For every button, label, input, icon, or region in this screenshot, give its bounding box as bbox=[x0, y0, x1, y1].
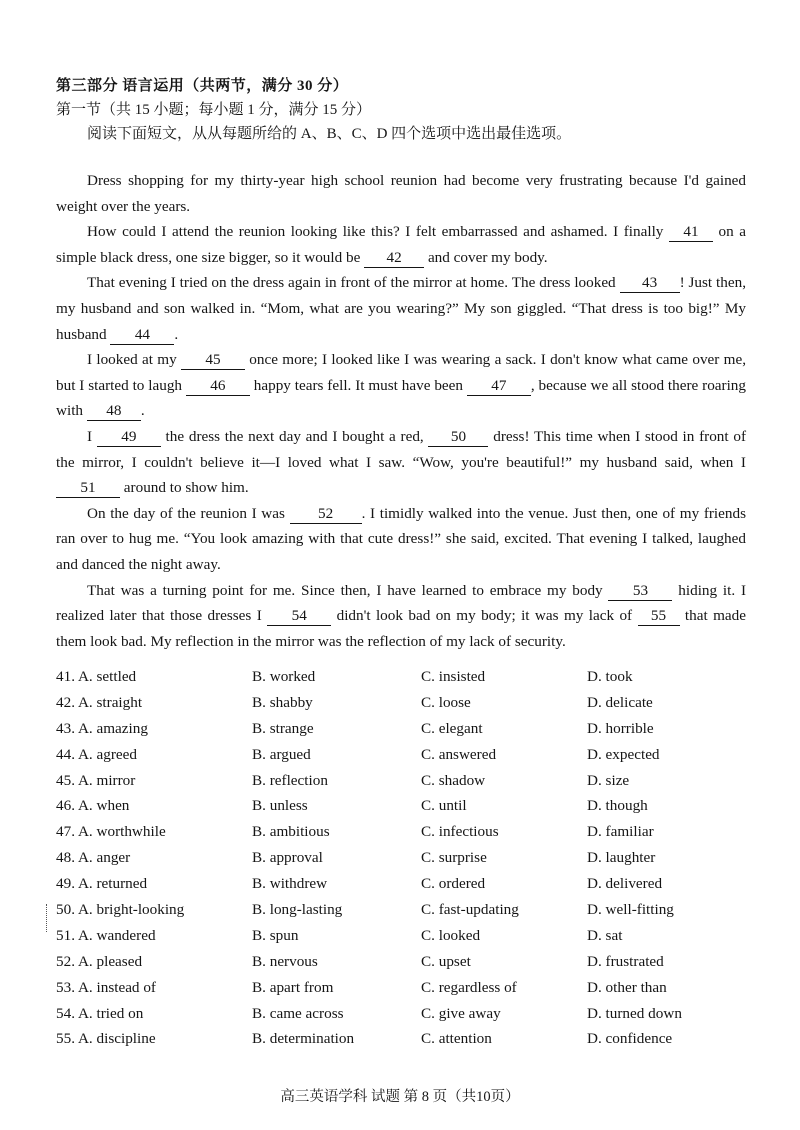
option-d: D. laughter bbox=[587, 849, 656, 867]
paragraph-text: I looked at my bbox=[87, 351, 181, 369]
option-b: B. came across bbox=[252, 1004, 344, 1022]
paragraph-text: hiding it. I realized later that those dresses I bbox=[56, 581, 747, 625]
option-d: D. sat bbox=[587, 926, 623, 944]
blank-53: 53 bbox=[608, 582, 672, 601]
blank-43: 43 bbox=[620, 274, 680, 293]
blank-42: 42 bbox=[364, 249, 424, 268]
option-c: C. fast-updating bbox=[421, 901, 519, 919]
option-b: B. shabby bbox=[252, 693, 313, 711]
option-a: 48. A. anger bbox=[56, 849, 131, 867]
blank-48: 48 bbox=[87, 402, 141, 421]
paragraph-text: once more; I looked like I was wearing a sack. I don't know what came over me, but I started to laugh bbox=[56, 351, 746, 394]
paragraph-text: That evening I tried on the dress again in front of the mirror at home. The dress looked bbox=[87, 274, 620, 292]
blank-44: 44 bbox=[110, 326, 174, 345]
option-d: D. size bbox=[587, 771, 630, 789]
paragraph-text: the dress the next day and I bought a red, bbox=[160, 427, 429, 445]
option-b: B. approval bbox=[252, 849, 323, 867]
paragraph-5 bbox=[56, 424, 746, 501]
paragraph-text: didn't look bad on my body; it was my lack of bbox=[331, 607, 638, 625]
option-d: D. turned down bbox=[587, 1004, 682, 1022]
blank-50: 50 bbox=[428, 428, 488, 447]
instructions: 阅读下面短文，从从每题所给的 A、B、C、D 四个选项中选出最佳选项。 bbox=[87, 126, 572, 142]
option-a: 52. A. pleased bbox=[56, 952, 143, 970]
blank-55: 55 bbox=[638, 607, 680, 626]
paragraph-text: , because we all stood there roaring with bbox=[56, 376, 746, 420]
paragraph-text: on a simple black dress, one size bigger, so it would be bbox=[56, 223, 746, 266]
option-b: B. nervous bbox=[252, 952, 318, 970]
option-a: 44. A. agreed bbox=[56, 745, 137, 763]
option-c: C. infectious bbox=[421, 823, 499, 841]
option-c: C. give away bbox=[421, 1004, 501, 1022]
blank-46: 46 bbox=[186, 377, 250, 396]
option-b: B. withdrew bbox=[252, 875, 328, 893]
option-c: C. attention bbox=[421, 1030, 492, 1048]
margin-mark bbox=[46, 904, 49, 932]
option-d: D. confidence bbox=[587, 1030, 673, 1048]
blank-52: 52 bbox=[290, 505, 362, 524]
option-c: C. surprise bbox=[421, 849, 487, 867]
option-a: 53. A. instead of bbox=[56, 978, 156, 996]
option-a: 49. A. returned bbox=[56, 875, 148, 893]
option-c: C. shadow bbox=[421, 771, 486, 789]
option-a: 55. A. discipline bbox=[56, 1030, 156, 1048]
blank-49: 49 bbox=[97, 428, 161, 447]
paragraph-text: That was a turning point for me. Since then, I have learned to embrace my body bbox=[87, 581, 609, 599]
paragraph-text: that made them look bad. My reflection in the mirror was the reflection of my lack of security. bbox=[56, 607, 746, 650]
option-a: 45. A. mirror bbox=[56, 771, 136, 789]
cloze-passage bbox=[56, 168, 746, 654]
blank-47: 47 bbox=[467, 377, 531, 396]
option-d: D. frustrated bbox=[587, 952, 664, 970]
option-c: C. looked bbox=[421, 926, 481, 944]
paragraph-1 bbox=[56, 168, 746, 219]
paragraph-text: . bbox=[140, 402, 145, 420]
page-footer: 高三英语学科 试题 第 8 页（共10页） bbox=[280, 1089, 520, 1105]
blank-54: 54 bbox=[267, 607, 331, 626]
option-a: 41. A. settled bbox=[56, 668, 137, 685]
option-d: D. delivered bbox=[587, 875, 663, 893]
option-b: B. long-lasting bbox=[252, 901, 343, 919]
option-a: 50. A. bright-looking bbox=[56, 901, 185, 919]
paragraph-text: and cover my body. bbox=[424, 248, 548, 266]
option-a: 42. A. straight bbox=[56, 693, 143, 711]
paragraph-text: On the day of the reunion I was bbox=[87, 504, 290, 522]
option-a: 46. A. when bbox=[56, 797, 130, 815]
option-a: 47. A. worthwhile bbox=[56, 823, 166, 841]
option-b: B. determination bbox=[252, 1030, 355, 1048]
paragraph-text: I bbox=[87, 427, 97, 445]
option-b: B. spun bbox=[252, 926, 299, 944]
section-title: 第一节（共 15 小题；每小题 1 分，满分 15 分） bbox=[56, 102, 372, 118]
option-c: C. loose bbox=[421, 693, 471, 711]
option-d: D. took bbox=[587, 668, 633, 685]
paragraph-text: happy tears fell. It must have been bbox=[249, 376, 467, 394]
option-c: C. elegant bbox=[421, 719, 483, 737]
paragraph-7 bbox=[56, 578, 746, 655]
option-c: C. insisted bbox=[421, 668, 486, 685]
option-b: B. worked bbox=[252, 668, 316, 685]
option-c: C. ordered bbox=[421, 875, 486, 893]
option-d: D. familiar bbox=[587, 823, 654, 841]
part-title: 第三部分 语言运用（共两节，满分 30 分） bbox=[56, 78, 349, 94]
option-d: D. other than bbox=[587, 978, 667, 996]
paragraph-3 bbox=[56, 270, 746, 347]
option-b: B. reflection bbox=[252, 771, 328, 789]
option-a: 54. A. tried on bbox=[56, 1004, 144, 1022]
option-b: B. strange bbox=[252, 719, 314, 737]
option-b: B. argued bbox=[252, 745, 311, 763]
blank-41: 41 bbox=[669, 223, 713, 242]
option-a: 51. A. wandered bbox=[56, 926, 156, 944]
option-b: B. apart from bbox=[252, 978, 334, 996]
option-a: 43. A. amazing bbox=[56, 719, 148, 737]
paragraph-4 bbox=[56, 347, 746, 424]
paragraph-text: around to show him. bbox=[120, 479, 249, 497]
blank-45: 45 bbox=[181, 351, 245, 370]
option-d: D. horrible bbox=[587, 719, 654, 737]
option-b: B. unless bbox=[252, 797, 308, 815]
option-d: D. expected bbox=[587, 745, 660, 763]
paragraph-text: How could I attend the reunion looking like this? I felt embarrassed and ashamed. I finally bbox=[87, 223, 669, 241]
paragraph-text: Dress shopping for my thirty-year high school reunion had become very frustrating because I'd gained weight over the years. bbox=[56, 172, 746, 215]
option-c: C. upset bbox=[421, 952, 471, 970]
paragraph-text: dress! This time when I stood in front of the mirror, I couldn't believe it—I loved what I saw. “Wow, you're beautiful!” my husband said, when I bbox=[56, 427, 747, 471]
paragraph-text: ! Just then, my husband and son walked in. “Mom, what are you wearing?” My son giggled. “That dress is too big!” My husband bbox=[56, 274, 746, 343]
paragraph-text: . I timidly walked into the venue. Just then, one of my friends ran over to hug me. “You look amazing with that cute dress!” she said, excited. That evening I talked, laughed and danced the night away. bbox=[56, 504, 746, 573]
paragraph-text: . bbox=[174, 325, 179, 343]
paragraph-6 bbox=[56, 501, 746, 578]
paragraph-2 bbox=[56, 219, 746, 270]
option-c: C. until bbox=[421, 797, 467, 815]
option-d: D. well-fitting bbox=[587, 901, 674, 919]
option-c: C. regardless of bbox=[421, 978, 517, 996]
option-d: D. though bbox=[587, 797, 648, 815]
option-d: D. delicate bbox=[587, 693, 653, 711]
option-b: B. ambitious bbox=[252, 823, 330, 841]
option-c: C. answered bbox=[421, 745, 497, 763]
blank-51: 51 bbox=[56, 479, 120, 498]
